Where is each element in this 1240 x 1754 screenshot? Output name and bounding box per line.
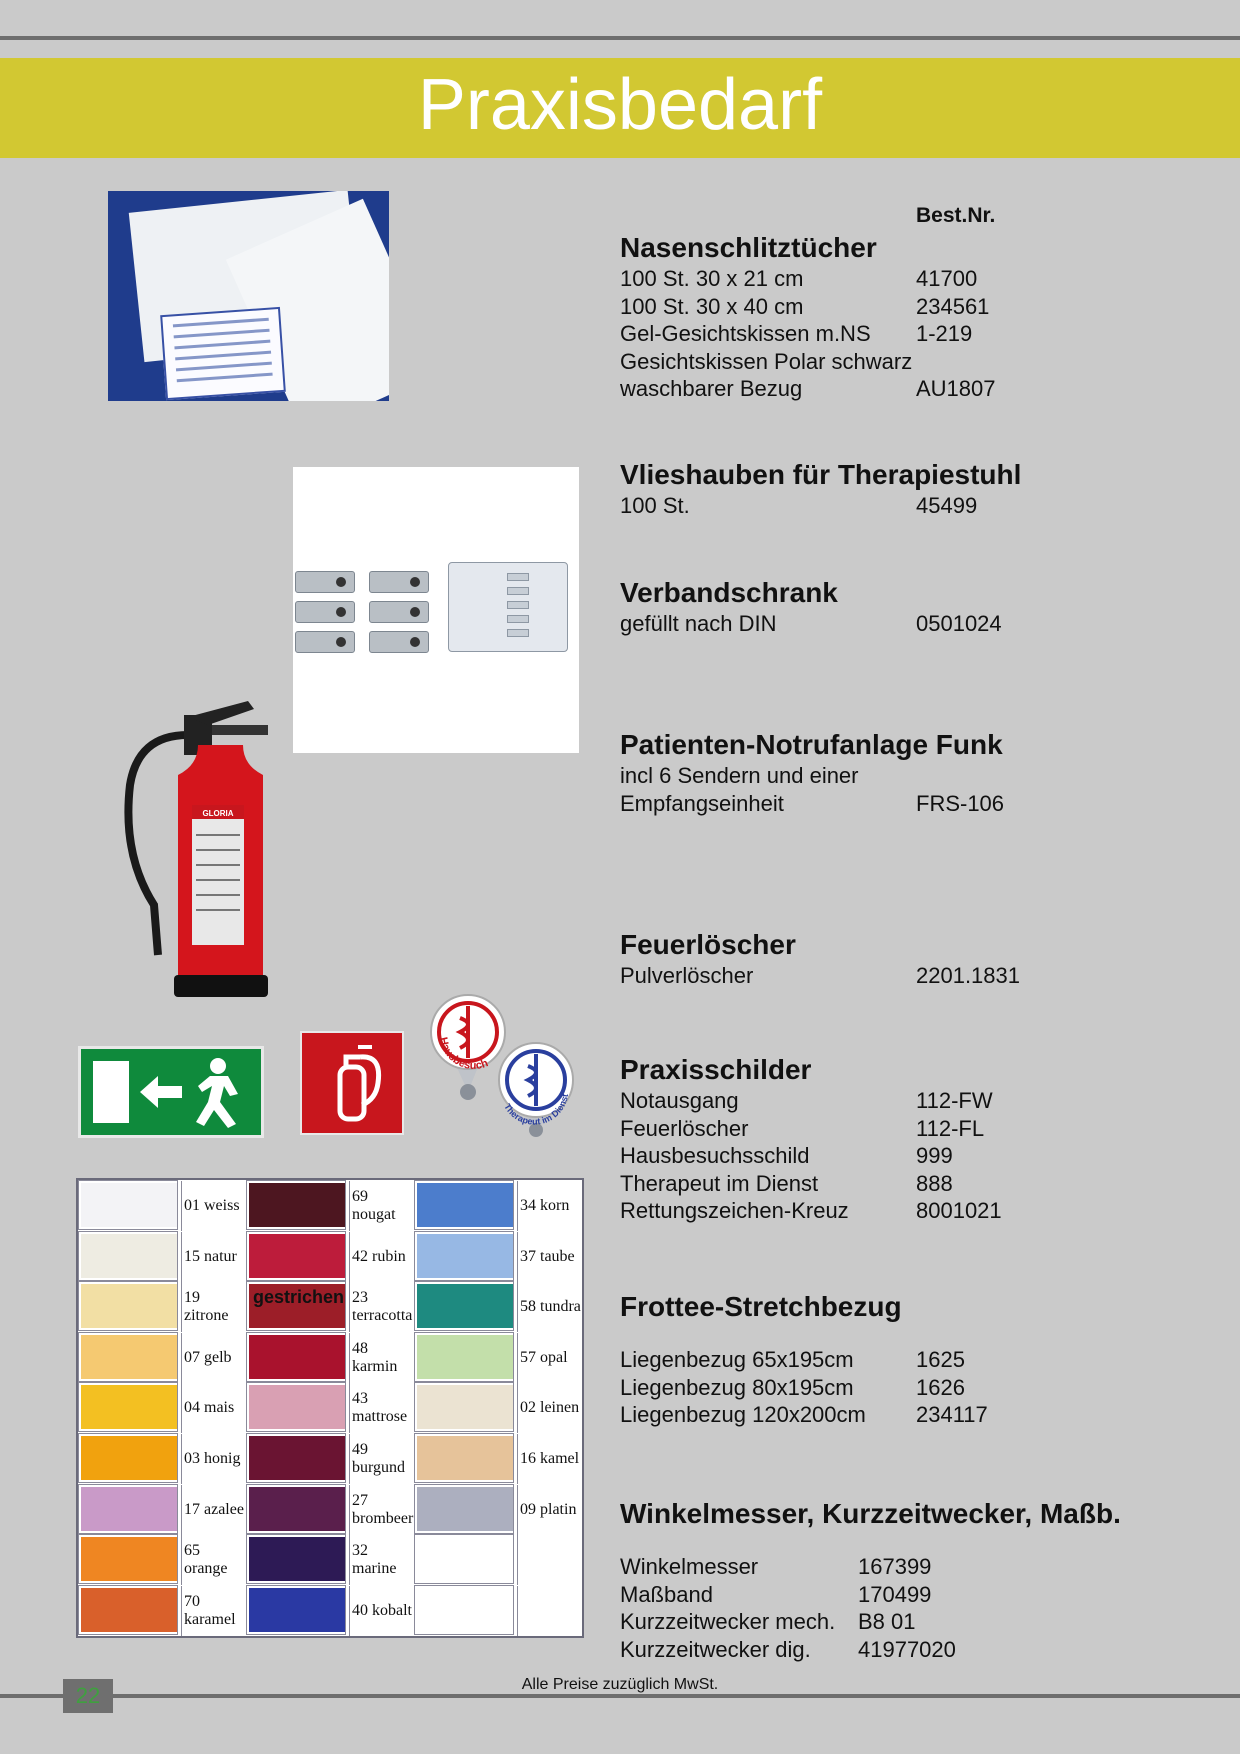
color-name (517, 1535, 583, 1585)
color-name: 32 marine (349, 1535, 415, 1585)
color-swatch-cell (246, 1180, 396, 1230)
item-name: 100 St. 30 x 40 cm (620, 293, 804, 319)
item-name: Rettungszeichen-Kreuz (620, 1198, 849, 1223)
item-name: incl 6 Sendern und einer (620, 763, 859, 788)
color-swatch (417, 1183, 513, 1227)
item-number: B8 01 (858, 1609, 916, 1634)
page-title: Praxisbedarf (417, 65, 823, 145)
page-number: 22 (63, 1679, 113, 1713)
item-name: Gesichtskissen Polar schwarz (620, 348, 913, 374)
color-swatch (417, 1588, 513, 1632)
color-swatch (249, 1436, 345, 1480)
color-swatch (417, 1335, 513, 1379)
product-vlieshauben (620, 458, 1180, 520)
color-name: 34 korn (517, 1181, 583, 1231)
item-name: Feuerlöscher (620, 1115, 749, 1141)
color-name: 17 azalee (181, 1485, 247, 1535)
bottom-rule (0, 1694, 1240, 1698)
color-swatch (81, 1537, 177, 1581)
badge-left-text: Hausbesuch (436, 1036, 490, 1072)
item-number: 41977020 (858, 1636, 956, 1662)
frottee-color-table (76, 1178, 584, 1638)
color-swatch-cell (246, 1433, 406, 1483)
color-swatch-cell (246, 1585, 412, 1635)
item-name: Empfangseinheit (620, 790, 784, 816)
color-name: 01 weiss (181, 1181, 247, 1231)
color-swatch-cell (414, 1180, 570, 1230)
color-swatch-cell (78, 1484, 244, 1534)
item-number: 1625 (916, 1347, 965, 1372)
item-number: 112-FL (916, 1115, 985, 1141)
color-swatch-cell (414, 1332, 568, 1382)
color-name: 09 platin (517, 1485, 583, 1535)
product-nasenschlitztuecher (620, 231, 1180, 403)
product-title: Vlieshauben für Therapiestuhl (620, 459, 1022, 490)
color-swatch (249, 1487, 345, 1531)
color-swatch (417, 1385, 513, 1429)
color-swatch (417, 1284, 513, 1328)
item-number: 234561 (916, 293, 990, 319)
color-swatch-cell (414, 1585, 514, 1635)
color-swatch-cell (246, 1484, 414, 1534)
color-swatch-cell (414, 1281, 581, 1331)
color-swatch-cell (246, 1332, 398, 1382)
badge-right-text: Therapeut im Dienst (502, 1093, 571, 1127)
item-name: Liegenbezug 80x195cm (620, 1374, 854, 1400)
item-name: Kurzzeitwecker mech. (620, 1609, 836, 1634)
item-name: Pulverlöscher (620, 963, 754, 988)
item-name: Liegenbezug 65x195cm (620, 1347, 854, 1372)
color-name: 40 kobalt (349, 1586, 415, 1636)
item-name: Liegenbezug 120x200cm (620, 1402, 866, 1427)
product-title: Winkelmesser, Kurzzeitwecker, Maßb. (620, 1498, 1121, 1529)
item-name: 100 St. (620, 493, 690, 518)
color-name: 70 karamel (181, 1586, 247, 1636)
color-name: 02 leinen (517, 1383, 583, 1433)
product-praxisschilder (620, 1053, 1180, 1225)
color-swatch (249, 1588, 345, 1632)
color-swatch (81, 1385, 177, 1429)
product-title: Patienten-Notrufanlage Funk (620, 729, 1003, 760)
color-swatch (81, 1487, 177, 1531)
color-swatch (81, 1234, 177, 1278)
item-name: Notausgang (620, 1088, 739, 1113)
color-name (517, 1586, 583, 1636)
color-swatch-cell (78, 1332, 232, 1382)
color-swatch (81, 1436, 177, 1480)
item-name: waschbarer Bezug (620, 376, 803, 401)
color-swatch-cell (246, 1382, 408, 1432)
color-swatch (81, 1588, 177, 1632)
item-number: 234117 (916, 1402, 988, 1427)
color-swatch (417, 1487, 513, 1531)
color-swatch-cell (414, 1231, 575, 1281)
color-name: 27 brombeer (349, 1485, 415, 1535)
item-number: 45499 (916, 493, 978, 518)
color-swatch (249, 1335, 345, 1379)
color-swatch (249, 1537, 345, 1581)
item-name: Maßband (620, 1581, 713, 1607)
color-name: 69 nougat (349, 1181, 415, 1231)
color-swatch-cell (78, 1585, 236, 1635)
fire-extinguisher-sign-image (300, 1031, 404, 1135)
product-title: Nasenschlitztücher (620, 232, 877, 263)
item-number: 888 (916, 1170, 953, 1196)
item-number: 41700 (916, 266, 978, 291)
product-frottee-stretchbezug (620, 1290, 1180, 1429)
color-swatch-cell (78, 1231, 237, 1281)
gestrichen-overlay: gestrichen (253, 1287, 345, 1307)
extinguisher-brand: GLORIA (202, 809, 234, 818)
color-swatch-cell (78, 1433, 241, 1483)
color-name: 23 terracotta (349, 1282, 415, 1332)
color-swatch (417, 1234, 513, 1278)
item-number: 999 (916, 1143, 953, 1168)
product-verbandschrank (620, 576, 1180, 638)
color-swatch-cell (78, 1180, 240, 1230)
product-title: Praxisschilder (620, 1054, 812, 1085)
product-notrufanlage (620, 728, 1180, 817)
product-winkelmesser (620, 1497, 1240, 1663)
color-name: 42 rubin (349, 1232, 415, 1282)
color-name: 07 gelb (181, 1333, 247, 1383)
item-name: gefüllt nach DIN (620, 611, 777, 636)
item-number: 2201.1831 (916, 963, 1020, 988)
item-number: AU1807 (916, 376, 996, 401)
top-rule (0, 36, 1240, 40)
color-swatch-cell (414, 1484, 577, 1534)
color-swatch-cell (78, 1281, 229, 1331)
item-name: Kurzzeitwecker dig. (620, 1636, 811, 1662)
color-swatch-cell (246, 1534, 397, 1584)
item-number: 170499 (858, 1581, 932, 1607)
product-title: Feuerlöscher (620, 929, 796, 960)
item-name: Therapeut im Dienst (620, 1170, 819, 1196)
item-name: Gel-Gesichtskissen m.NS (620, 321, 871, 346)
item-number: 112-FW (916, 1088, 993, 1113)
color-name: 48 karmin (349, 1333, 415, 1383)
color-name: 03 honig (181, 1434, 247, 1484)
item-name: Hausbesuchsschild (620, 1143, 810, 1168)
color-swatch (417, 1537, 513, 1581)
color-swatch (249, 1385, 345, 1429)
item-number: FRS-106 (916, 790, 1005, 816)
fire-extinguisher-photo (118, 695, 278, 1005)
color-name: 49 burgund (349, 1434, 415, 1484)
product-title: Frottee-Stretchbezug (620, 1291, 902, 1322)
color-swatch-cell (78, 1534, 228, 1584)
color-name: 43 mattrose (349, 1383, 415, 1433)
color-name: 65 orange (181, 1535, 247, 1585)
praxisschilder-badges-image (428, 988, 588, 1138)
color-swatch-cell (414, 1534, 514, 1584)
notrufanlage-photo (293, 467, 579, 753)
color-name: 16 kamel (517, 1434, 583, 1484)
footer-note: Alle Preise zuzüglich MwSt. (521, 1676, 719, 1693)
color-swatch (81, 1183, 177, 1227)
item-number: 0501024 (916, 611, 1002, 636)
color-swatch-cell (246, 1231, 406, 1281)
best-nr-header: Best.Nr. (916, 204, 996, 227)
color-swatch (249, 1234, 345, 1278)
item-number: 167399 (858, 1554, 932, 1579)
color-swatch-cell (414, 1433, 580, 1483)
item-number: 8001021 (916, 1198, 1002, 1223)
item-number: 1-219 (916, 321, 973, 346)
color-swatch-cell (78, 1382, 235, 1432)
color-swatch (417, 1436, 513, 1480)
item-name: Winkelmesser (620, 1554, 759, 1579)
exit-sign-image (78, 1046, 264, 1138)
color-name: 57 opal (517, 1333, 583, 1383)
product-feuerloescher (620, 928, 1180, 990)
product-title: Verbandschrank (620, 577, 838, 608)
color-name: 58 tundra (517, 1282, 583, 1332)
color-swatch (81, 1335, 177, 1379)
color-swatch (81, 1284, 177, 1328)
nasenschlitztuecher-photo (108, 191, 389, 401)
color-name: 19 zitrone (181, 1282, 247, 1332)
color-name: 04 mais (181, 1383, 247, 1433)
item-number: 1626 (916, 1374, 965, 1400)
color-name: 37 taube (517, 1232, 583, 1282)
color-swatch (249, 1183, 345, 1227)
item-name: 100 St. 30 x 21 cm (620, 266, 804, 291)
color-swatch-cell (414, 1382, 580, 1432)
color-name: 15 natur (181, 1232, 247, 1282)
